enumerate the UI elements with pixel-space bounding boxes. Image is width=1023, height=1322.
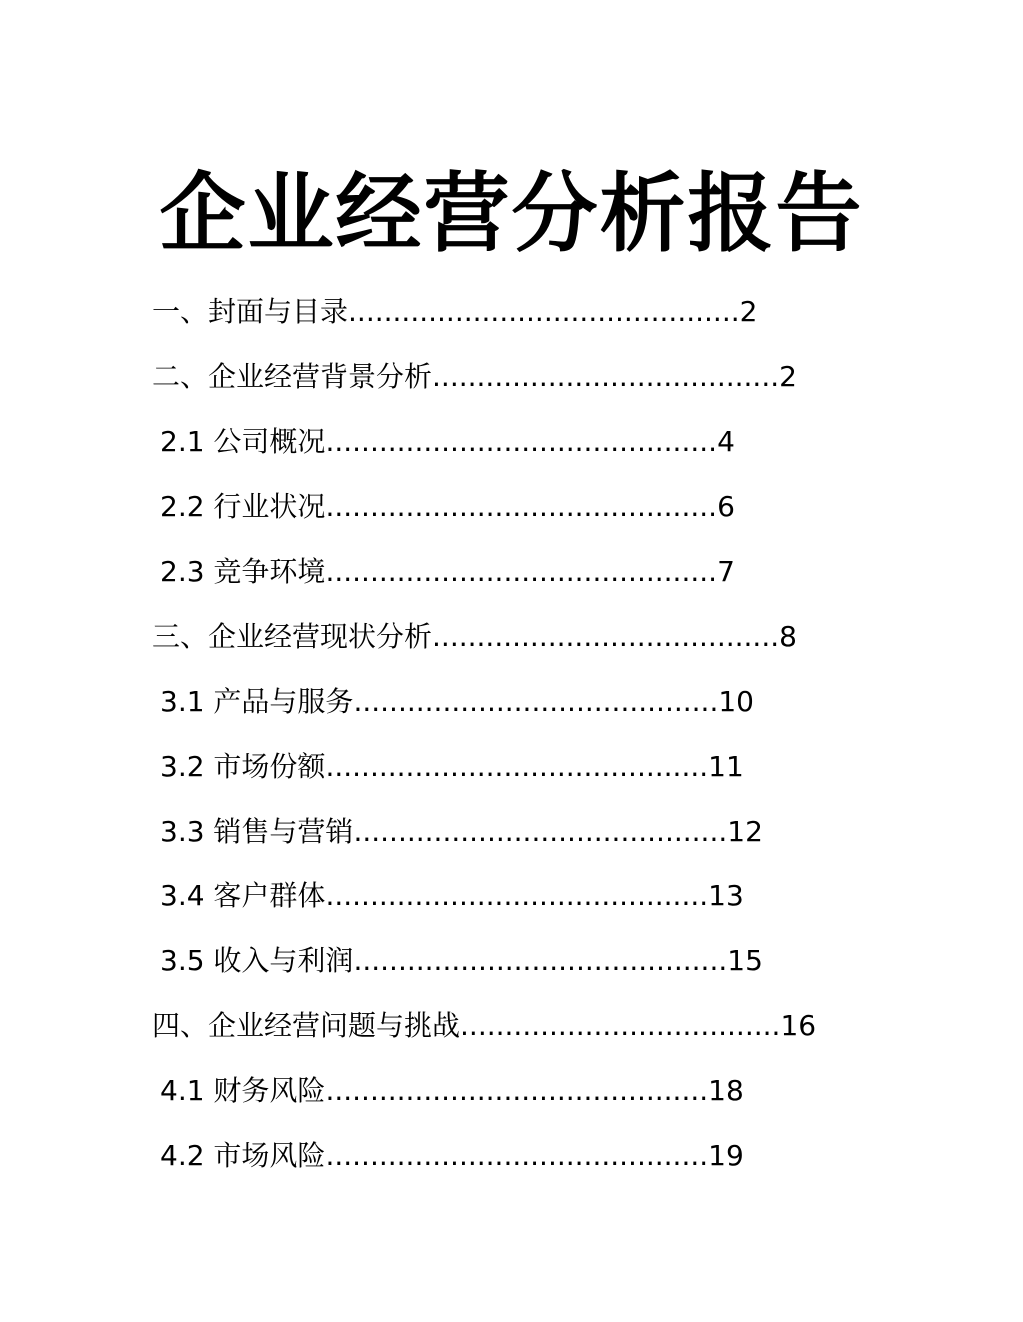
toc-entry-text: 四、企业经营问题与挑战 xyxy=(152,1009,461,1042)
toc-leader-dots: ........................................... xyxy=(325,1139,709,1172)
toc-entry[interactable] xyxy=(152,1006,816,1046)
toc-page-number: 7 xyxy=(717,555,735,588)
toc-entry[interactable] xyxy=(160,422,735,462)
toc-entry[interactable] xyxy=(160,682,754,722)
toc-leader-dots: ........................................... xyxy=(325,879,709,912)
toc-page-number: 13 xyxy=(708,879,744,912)
toc-leader-dots: ............................................ xyxy=(325,490,718,523)
toc-leader-dots: ............................................ xyxy=(325,425,718,458)
toc-entry-text: 2.2 行业状况 xyxy=(160,490,326,523)
toc-entry[interactable] xyxy=(160,812,763,852)
toc-page-number: 2 xyxy=(739,295,758,328)
toc-entry-text: 一、封面与目录 xyxy=(152,295,349,328)
toc-page-number: 10 xyxy=(718,685,754,718)
toc-entry[interactable] xyxy=(160,487,735,527)
toc-leader-dots: ......................................... xyxy=(353,685,719,718)
toc-leader-dots: ............................................ xyxy=(348,295,740,328)
toc-leader-dots: ....................................... xyxy=(432,360,780,393)
toc-entry-text: 三、企业经营现状分析 xyxy=(152,620,433,653)
toc-entry[interactable] xyxy=(152,617,797,657)
toc-entry-text: 4.1 财务风险 xyxy=(160,1074,326,1107)
toc-page-number: 11 xyxy=(708,750,744,783)
toc-page-number: 15 xyxy=(727,944,763,977)
toc-entry[interactable] xyxy=(160,1071,744,1111)
toc-page-number: 12 xyxy=(727,815,763,848)
toc-page-number: 19 xyxy=(708,1139,744,1172)
toc-entry[interactable] xyxy=(152,292,757,332)
toc-entry[interactable] xyxy=(160,876,744,916)
toc-entry-text: 3.2 市场份额 xyxy=(160,750,326,783)
toc-entry-text: 2.1 公司概况 xyxy=(160,425,326,458)
toc-leader-dots: ........................................... xyxy=(325,1074,709,1107)
toc-leader-dots: ........................................... xyxy=(325,750,709,783)
toc-page-number: 6 xyxy=(717,490,735,523)
toc-entry-text: 3.1 产品与服务 xyxy=(160,685,354,718)
toc-page-number: 2 xyxy=(779,360,797,393)
toc-entry-text: 2.3 竞争环境 xyxy=(160,555,326,588)
toc-entry-text: 3.3 销售与营销 xyxy=(160,815,354,848)
toc-leader-dots: .......................................... xyxy=(353,815,728,848)
document-title: 企业经营分析报告 xyxy=(159,164,864,264)
toc-entry-text: 3.4 客户群体 xyxy=(160,879,326,912)
toc-entry-text: 3.5 收入与利润 xyxy=(160,944,354,977)
toc-entry-text: 二、企业经营背景分析 xyxy=(152,360,433,393)
toc-page-number: 4 xyxy=(717,425,735,458)
toc-entry[interactable] xyxy=(160,941,763,981)
toc-leader-dots: .................................... xyxy=(460,1009,781,1042)
toc-page-number: 8 xyxy=(779,620,797,653)
toc-page-number: 18 xyxy=(708,1074,744,1107)
toc-leader-dots: ............................................ xyxy=(325,555,718,588)
toc-entry-text: 4.2 市场风险 xyxy=(160,1139,326,1172)
toc-entry[interactable] xyxy=(152,357,797,397)
toc-page-number: 16 xyxy=(780,1009,817,1042)
toc-entry[interactable] xyxy=(160,552,735,592)
toc-entry[interactable] xyxy=(160,747,744,787)
toc-leader-dots: .......................................... xyxy=(353,944,728,977)
toc-leader-dots: ....................................... xyxy=(432,620,780,653)
toc-entry[interactable] xyxy=(160,1136,744,1176)
